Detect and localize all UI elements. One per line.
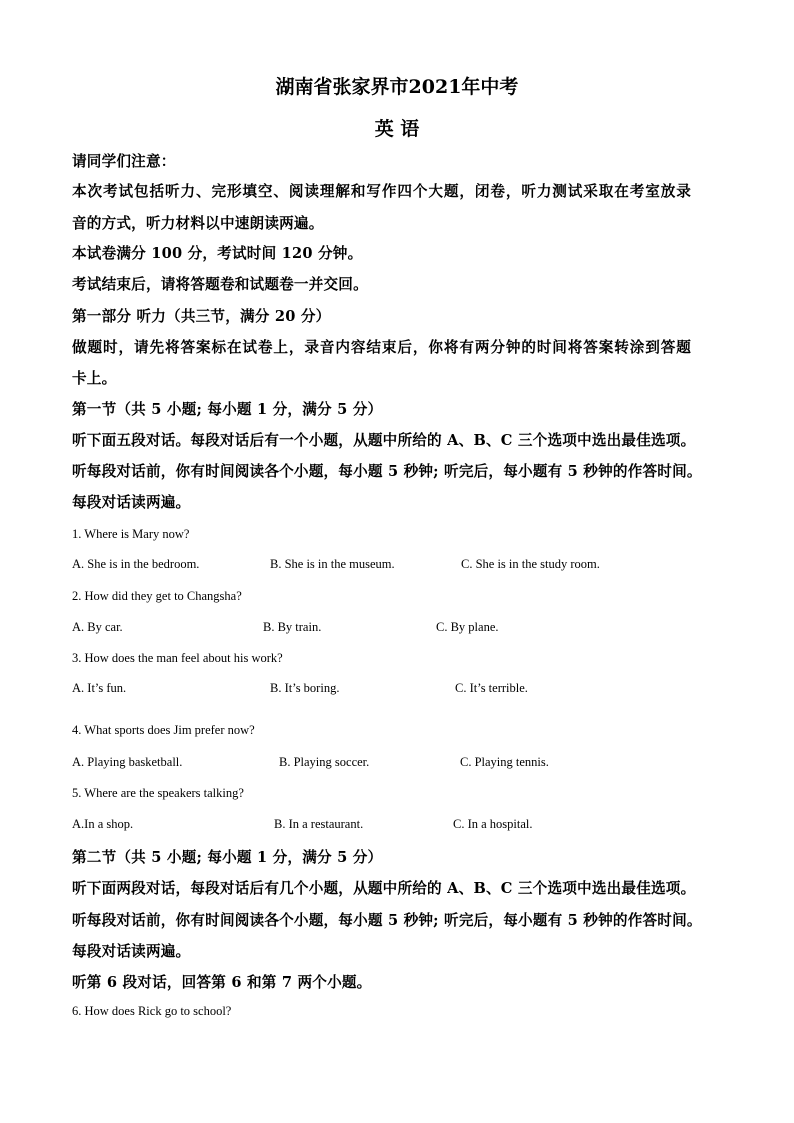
- question-5-option-b: B. In a restaurant.: [274, 817, 364, 831]
- question-6-stem: 6. How does Rick go to school?: [72, 1004, 232, 1018]
- question-5-stem: 5. Where are the speakers talking?: [72, 786, 244, 800]
- question-2-option-c: C. By plane.: [436, 620, 499, 634]
- question-3-option-c: C. It’s terrible.: [455, 681, 528, 695]
- subject-title: 英 语: [374, 118, 420, 140]
- question-3-option-b: B. It’s boring.: [270, 681, 340, 695]
- question-5-option-c: C. In a hospital.: [453, 817, 533, 831]
- part1-instruction-2: 卡上。: [72, 370, 117, 387]
- question-1-stem: 1. Where is Mary now?: [72, 527, 190, 541]
- question-1-option-a: A. She is in the bedroom.: [72, 557, 200, 571]
- section2-instruction-3: 每段对话读两遍。: [72, 943, 191, 960]
- question-1-option-b: B. She is in the museum.: [270, 557, 395, 571]
- question-5-option-a: A.In a shop.: [72, 817, 134, 831]
- question-4-option-b: B. Playing soccer.: [279, 755, 370, 769]
- section2-heading: 第二节（共 5 小题; 每小题 1 分，满分 5 分）: [72, 849, 383, 866]
- notice-line-3: 本试卷满分 100 分，考试时间 120 分钟。: [72, 245, 363, 262]
- section1-heading: 第一节（共 5 小题; 每小题 1 分，满分 5 分）: [72, 401, 383, 418]
- notice-line-2: 音的方式，听力材料以中速朗读两遍。: [72, 215, 324, 232]
- part1-heading: 第一部分 听力（共三节，满分 20 分）: [72, 308, 331, 325]
- section1-instruction-3: 每段对话读两遍。: [72, 494, 191, 511]
- part1-instruction-1: 做题时，请先将答案标在试卷上，录音内容结束后，你将有两分钟的时间将答案转涂到答题: [72, 339, 692, 356]
- section2-instruction-1: 听下面两段对话，每段对话后有几个小题，从题中所给的 A、B、C 三个选项中选出最佳选项。: [72, 880, 696, 897]
- question-2-stem: 2. How did they get to Changsha?: [72, 589, 242, 603]
- section2-instruction-2: 听每段对话前，你有时间阅读各个小题，每小题 5 秒钟; 听完后，每小题有 5 秒钟的作答时间。: [72, 912, 702, 929]
- question-4-option-c: C. Playing tennis.: [460, 755, 549, 769]
- notice-heading: 请同学们注意：: [72, 153, 176, 170]
- notice-line-4: 考试结束后，请将答题卷和试题卷一并交回。: [72, 276, 368, 293]
- question-3-stem: 3. How does the man feel about his work?: [72, 651, 283, 665]
- question-3-option-a: A. It’s fun.: [72, 681, 127, 695]
- question-4-stem: 4. What sports does Jim prefer now?: [72, 723, 255, 737]
- section1-instruction-1: 听下面五段对话。每段对话后有一个小题，从题中所给的 A、B、C 三个选项中选出最佳选项。: [72, 432, 696, 449]
- section1-instruction-2: 听每段对话前，你有时间阅读各个小题，每小题 5 秒钟; 听完后，每小题有 5 秒钟的作答时间。: [72, 463, 702, 480]
- question-4-option-a: A. Playing basketball.: [72, 755, 183, 769]
- notice-line-1: 本次考试包括听力、完形填空、阅读理解和写作四个大题，闭卷，听力测试采取在考室放录: [72, 183, 692, 200]
- question-2-option-a: A. By car.: [72, 620, 123, 634]
- question-1-option-c: C. She is in the study room.: [461, 557, 600, 571]
- dialogue-6-instruction: 听第 6 段对话，回答第 6 和第 7 两个小题。: [72, 974, 372, 991]
- exam-title: 湖南省张家界市2021年中考: [275, 76, 519, 98]
- question-2-option-b: B. By train.: [263, 620, 322, 634]
